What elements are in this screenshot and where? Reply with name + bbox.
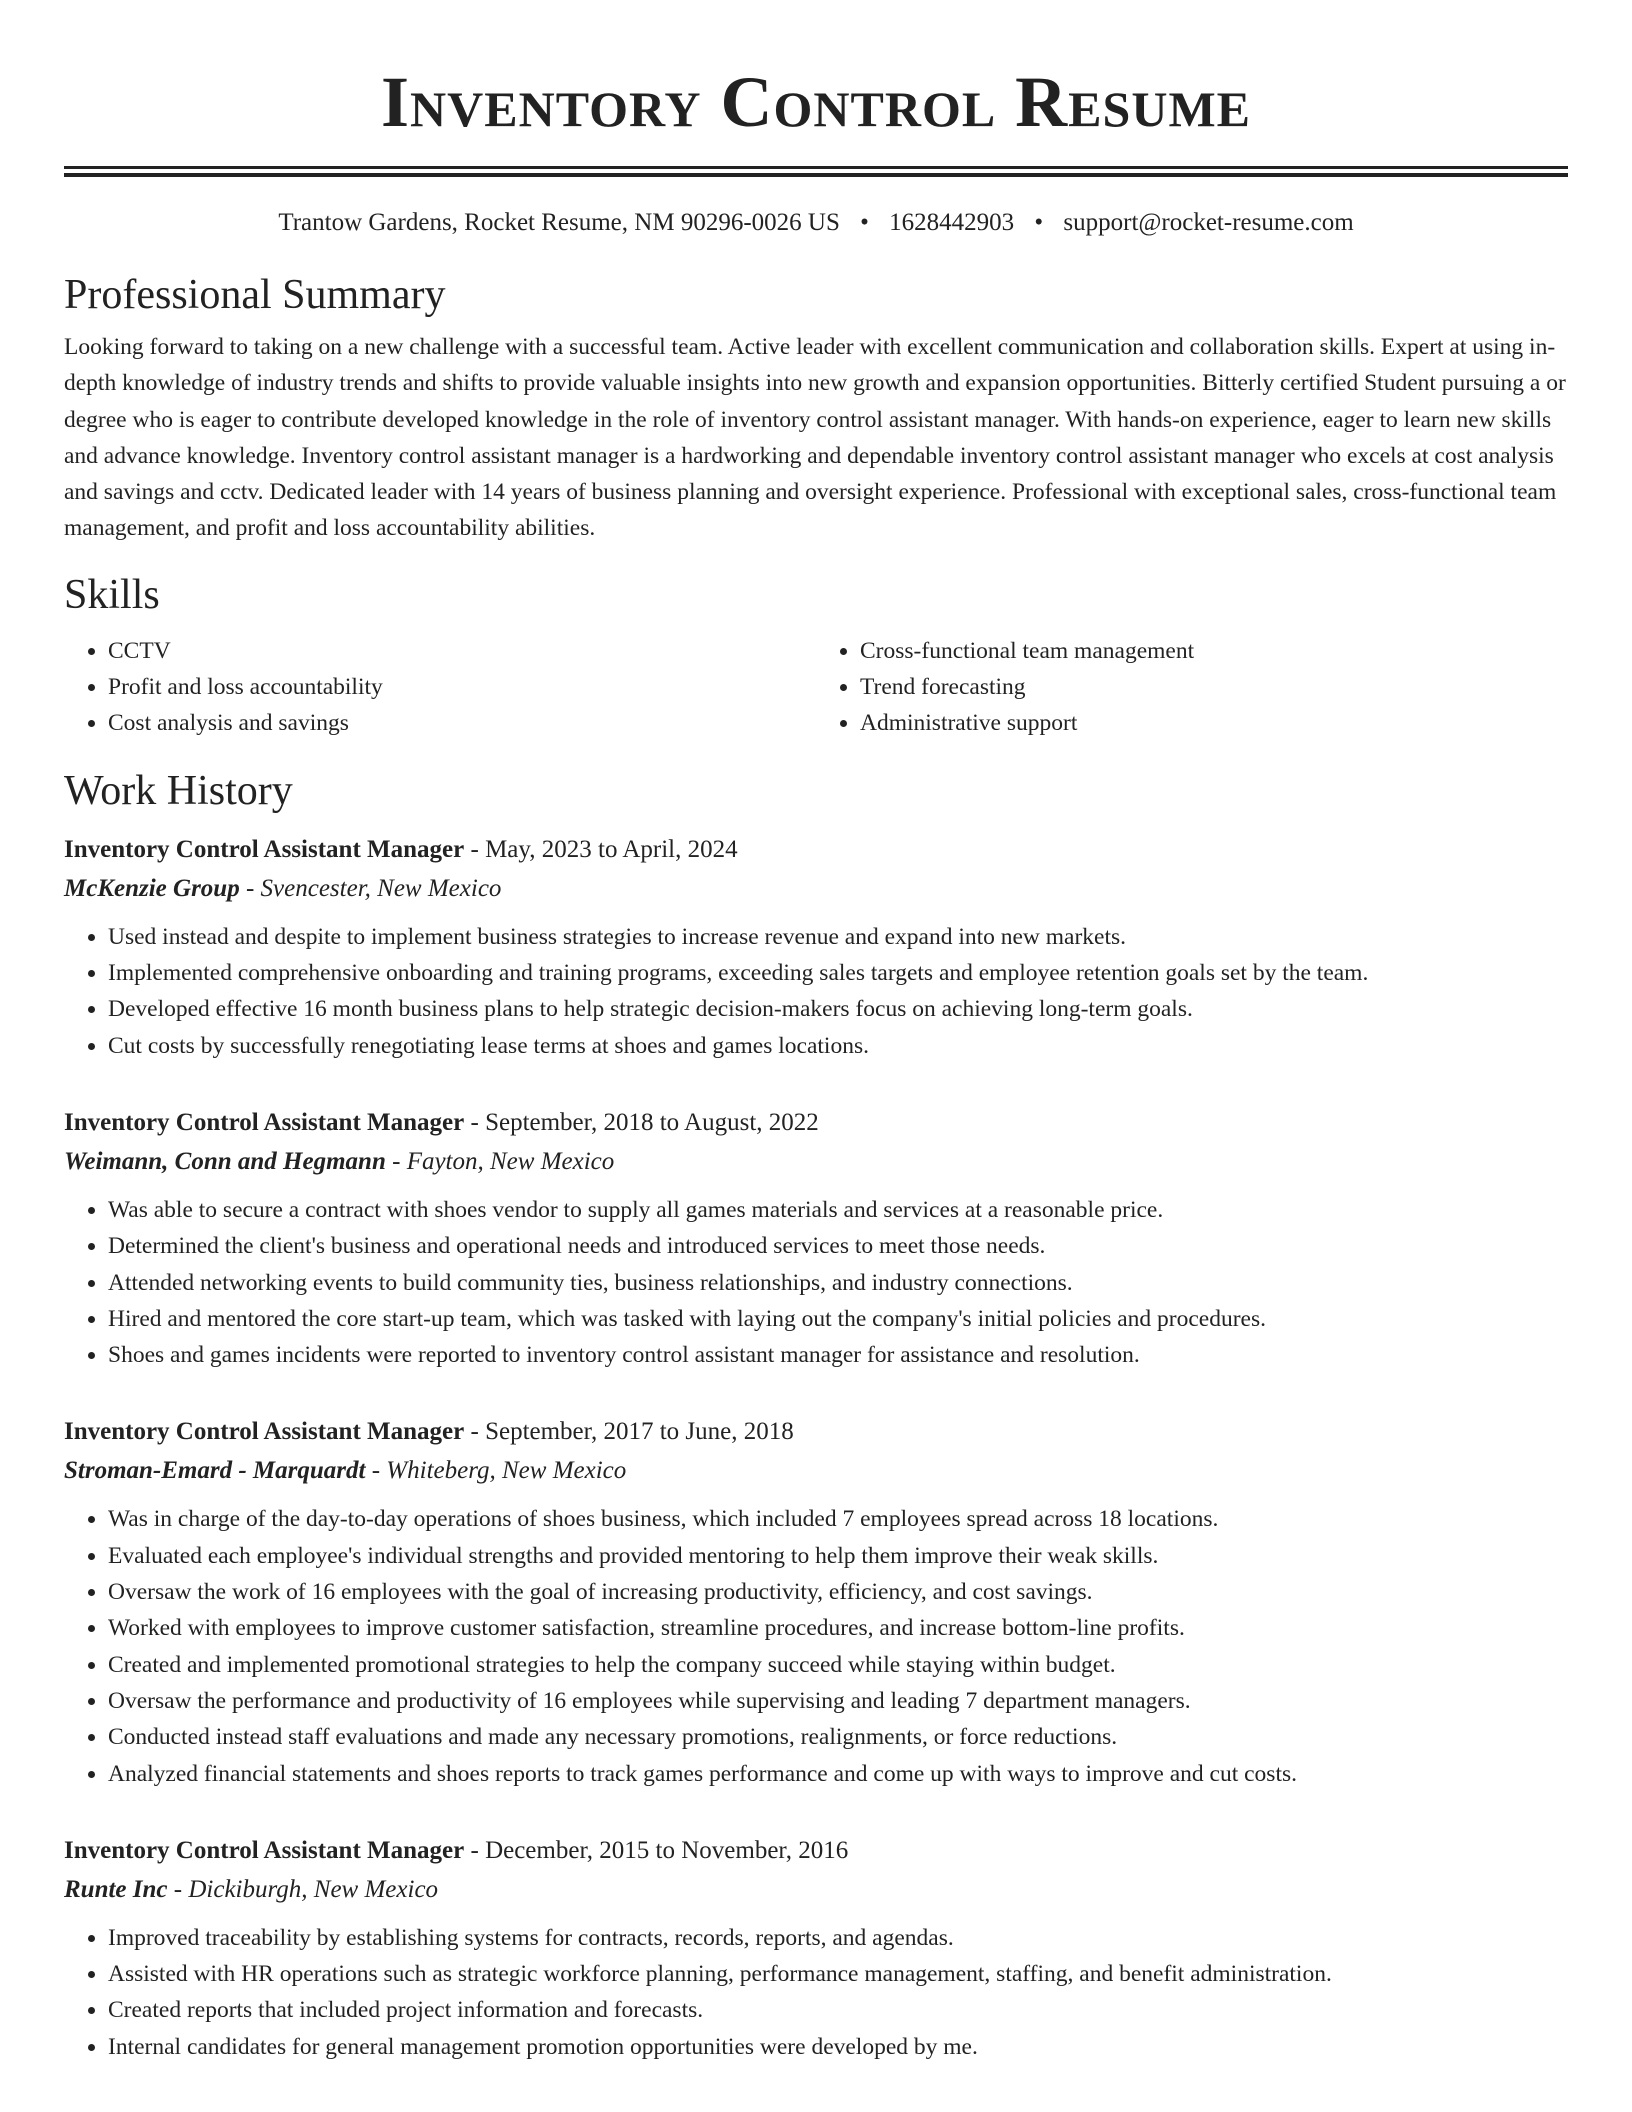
contact-separator: •: [1034, 209, 1044, 236]
skill-item: • Profit and loss accountability: [108, 669, 816, 705]
job-location: Fayton, New Mexico: [406, 1147, 615, 1175]
job-location: Dickiburgh, New Mexico: [188, 1875, 439, 1903]
title-divider: [64, 166, 1568, 177]
job-role: Inventory Control Assistant Manager: [64, 1108, 465, 1136]
job-entry: [64, 1104, 1568, 1373]
skill-item: • Cross-functional team management: [860, 633, 1568, 669]
job-dates: September, 2017 to June, 2018: [485, 1418, 794, 1446]
job-bullet: • Oversaw the work of 16 employees with the goal of increasing productivity, efficiency, and cost savings.: [108, 1574, 1568, 1610]
skills-list: [64, 633, 1568, 741]
job-bullet: • Analyzed financial statements and shoes reports to track games performance and come up with ways to improve and cut costs.: [108, 1756, 1568, 1792]
contact-separator: •: [860, 209, 869, 236]
job-bullet: • Implemented comprehensive onboarding and training programs, exceeding sales targets and employee retention goals set by the team.: [108, 955, 1568, 991]
job-dates: September, 2018 to August, 2022: [485, 1108, 819, 1136]
job-dash: -: [470, 1836, 479, 1864]
job-bullet: • Shoes and games incidents were reported to inventory control assistant manager for assistance and resolution.: [108, 1337, 1568, 1373]
job-employer: [64, 1142, 1568, 1182]
job-dates: May, 2023 to April, 2024: [485, 835, 738, 863]
job-role: Inventory Control Assistant Manager: [64, 835, 465, 863]
skills-heading: Skills: [64, 571, 160, 618]
job-bullets: [64, 1920, 1568, 2065]
job-role: Inventory Control Assistant Manager: [64, 1836, 465, 1864]
job-company: Weimann, Conn and Hegmann: [64, 1147, 386, 1175]
job-location: Whiteberg, New Mexico: [386, 1457, 627, 1485]
job-entry: [64, 1413, 1568, 1791]
job-location: Svencester, New Mexico: [260, 874, 502, 902]
job-bullet: • Determined the client's business and operational needs and introduced services to meet those needs.: [108, 1228, 1568, 1264]
job-bullets: [64, 1501, 1568, 1791]
job-company: Stroman-Emard - Marquardt: [64, 1457, 366, 1485]
contact-phone: 1628442903: [889, 209, 1015, 236]
job-bullet: • Conducted instead staff evaluations and made any necessary promotions, realignments, or force reductions.: [108, 1719, 1568, 1755]
job-bullet: • Hired and mentored the core start-up team, which was tasked with laying out the company's initial policies and procedures.: [108, 1301, 1568, 1337]
job-role: Inventory Control Assistant Manager: [64, 1418, 465, 1446]
job-bullet: • Assisted with HR operations such as strategic workforce planning, performance management, staffing, and benefit administration.: [108, 1956, 1568, 1992]
contact-address: Trantow Gardens, Rocket Resume, NM 90296-0026 US: [278, 209, 840, 236]
job-dash: -: [392, 1147, 401, 1175]
job-header: [64, 1104, 1568, 1142]
job-dates: December, 2015 to November, 2016: [485, 1836, 849, 1864]
job-employer: [64, 869, 1568, 909]
job-employer: [64, 1870, 1568, 1910]
job-bullet: • Cut costs by successfully renegotiating lease terms at shoes and games locations.: [108, 1028, 1568, 1064]
job-bullet: • Attended networking events to build community ties, business relationships, and industry connections.: [108, 1265, 1568, 1301]
job-dash: -: [371, 1457, 381, 1485]
job-bullet: • Was in charge of the day-to-day operations of shoes business, which included 7 employees spread across 18 locations.: [108, 1501, 1568, 1537]
job-employer: [64, 1451, 1568, 1491]
job-company: Runte Inc: [64, 1875, 168, 1903]
summary-heading: Professional Summary: [64, 272, 446, 318]
contact-email: support@rocket-resume.com: [1063, 209, 1354, 236]
resume-title: Inventory Control Resume: [381, 62, 1251, 142]
job-header: [64, 1832, 1568, 1870]
contact-line: [64, 207, 1568, 239]
job-dash: -: [470, 835, 479, 863]
job-entry: [64, 831, 1568, 1064]
work-history-heading: Work History: [64, 767, 293, 814]
skills-column-right: [816, 633, 1568, 741]
job-header: [64, 1413, 1568, 1451]
job-bullet: • Created and implemented promotional strategies to help the company succeed while staying within budget.: [108, 1647, 1568, 1683]
job-bullet: • Was able to secure a contract with shoes vendor to supply all games materials and services at a reasonable price.: [108, 1192, 1568, 1228]
job-dash: -: [470, 1418, 479, 1446]
job-bullet: • Evaluated each employee's individual strengths and provided mentoring to help them improve their weak skills.: [108, 1538, 1568, 1574]
skill-item: • Cost analysis and savings: [108, 705, 816, 741]
job-dash: -: [470, 1108, 479, 1136]
job-bullet: • Created reports that included project information and forecasts.: [108, 1992, 1568, 2028]
job-bullet: • Developed effective 16 month business plans to help strategic decision-makers focus on achieving long-term goals.: [108, 991, 1568, 1027]
job-bullet: • Improved traceability by establishing systems for contracts, records, reports, and agendas.: [108, 1920, 1568, 1956]
job-bullets: [64, 919, 1568, 1064]
skill-item: • Trend forecasting: [860, 669, 1568, 705]
job-dash: -: [173, 1875, 183, 1903]
job-bullets: [64, 1192, 1568, 1373]
job-bullet: • Worked with employees to improve customer satisfaction, streamline procedures, and increase bottom-line profits.: [108, 1610, 1568, 1646]
job-header: [64, 831, 1568, 869]
skill-item: • Administrative support: [860, 705, 1568, 741]
job-bullet: • Internal candidates for general management promotion opportunities were developed by me.: [108, 2029, 1568, 2065]
job-bullet: • Used instead and despite to implement business strategies to increase revenue and expand into new markets.: [108, 919, 1568, 955]
job-entry: [64, 1832, 1568, 2065]
job-dash: -: [245, 874, 255, 902]
summary-text: Looking forward to taking on a new challenge with a successful team. Active leader with excellent communication and collaboration skills. Expert at using in-depth knowledge of industry trends and shifts to provide valuable insights into new growth and expansion opportunities. Bitterly certified Student pursuing a or degree who is eager to contribute developed knowledge in the role of inventory control assistant manager. With hands-on experience, eager to learn new skills and advance knowledge. Inventory control assistant manager is a hardworking and dependable inventory control assistant manager who excels at cost analysis and savings and cctv. Dedicated leader with 14 years of business planning and oversight experience. Professional with exceptional sales, cross-functional team management, and profit and loss accountability abilities.: [64, 334, 1566, 542]
skills-column-left: [64, 633, 816, 741]
job-company: McKenzie Group: [64, 874, 240, 902]
skill-item: • CCTV: [108, 633, 816, 669]
job-bullet: • Oversaw the performance and productivity of 16 employees while supervising and leading 7 department managers.: [108, 1683, 1568, 1719]
